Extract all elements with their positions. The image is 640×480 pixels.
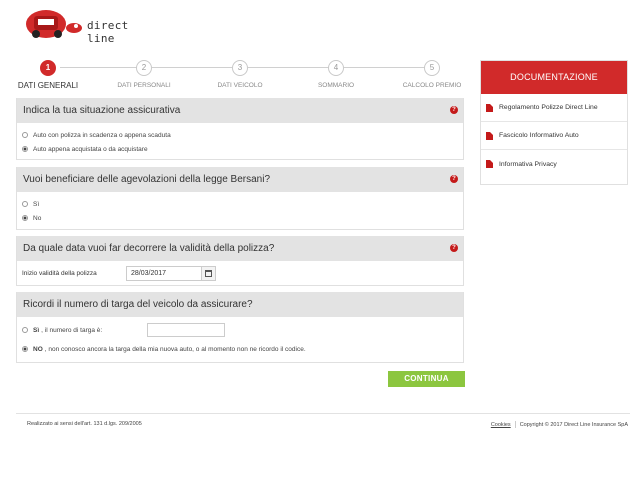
pdf-icon xyxy=(486,132,493,140)
plate-number-input[interactable] xyxy=(147,323,225,337)
option-polizza-in-scadenza[interactable] xyxy=(22,128,458,142)
section-header xyxy=(17,236,463,261)
option-label: Auto con polizza in scadenza o appena scaduta xyxy=(33,131,171,139)
radio-button-selected[interactable] xyxy=(22,346,28,352)
radio-button[interactable] xyxy=(22,132,28,138)
option-label: Sì xyxy=(33,200,40,208)
step-sommario xyxy=(296,60,376,89)
option-si[interactable] xyxy=(22,197,458,211)
radio-button-selected[interactable] xyxy=(22,146,28,152)
documentation-panel xyxy=(480,60,628,185)
footer-right xyxy=(491,421,628,428)
option-bold-label: Sì xyxy=(33,326,40,334)
option-no[interactable] xyxy=(22,211,458,225)
step-calcolo-premio xyxy=(392,60,472,89)
section-title: Ricordi il numero di targa del veicolo da assicurare? xyxy=(23,299,253,310)
start-date-input[interactable] xyxy=(126,266,216,281)
brand-name: direct line xyxy=(87,19,129,45)
section-header xyxy=(17,292,463,317)
doc-link-privacy[interactable] xyxy=(481,150,627,178)
section-situazione-assicurativa xyxy=(16,98,464,160)
date-value: 28/03/2017 xyxy=(131,269,167,277)
continue-button[interactable]: CONTINUA xyxy=(388,371,465,387)
step-number: 1 xyxy=(40,60,56,76)
date-field-label: Inizio validità della polizza xyxy=(22,269,97,277)
footer-divider xyxy=(16,413,630,414)
section-title: Vuoi beneficiare delle agevolazioni della legge Bersani? xyxy=(23,174,271,185)
progress-steps xyxy=(16,60,464,92)
step-label: DATI GENERALI xyxy=(17,81,79,90)
help-icon[interactable]: ? xyxy=(450,106,458,114)
step-label: CALCOLO PREMIO xyxy=(402,82,462,89)
option-si-targa[interactable] xyxy=(22,320,458,340)
doc-link-label: Fascicolo Informativo Auto xyxy=(499,132,579,139)
step-dati-generali xyxy=(8,60,88,90)
section-title: Da quale data vuoi far decorrere la validità della polizza? xyxy=(23,243,275,254)
step-number: 3 xyxy=(232,60,248,76)
section-header xyxy=(17,167,463,192)
section-title: Indica la tua situazione assicurativa xyxy=(23,105,181,116)
step-dati-veicolo xyxy=(200,60,280,89)
cookies-link[interactable]: Cookies xyxy=(490,421,511,428)
step-number: 5 xyxy=(424,60,440,76)
step-number: 2 xyxy=(136,60,152,76)
help-icon[interactable]: ? xyxy=(450,244,458,252)
pdf-icon xyxy=(486,104,493,112)
calendar-button[interactable] xyxy=(201,267,215,280)
doc-link-regolamento[interactable] xyxy=(481,94,627,122)
section-header xyxy=(17,98,463,123)
section-numero-targa xyxy=(16,292,464,363)
doc-link-label: Regolamento Polizze Direct Line xyxy=(499,104,598,111)
help-icon[interactable]: ? xyxy=(450,175,458,183)
step-label: DATI VEICOLO xyxy=(217,82,263,89)
option-label: , non conosco ancora la targa della mia nuova auto, o al momento non ne ricordo il codice. xyxy=(44,345,306,353)
step-label: DATI PERSONALI xyxy=(117,82,171,89)
option-label: Auto appena acquistata o da acquistare xyxy=(33,145,148,153)
step-label: SOMMARIO xyxy=(317,82,355,89)
documentation-title: DOCUMENTAZIONE xyxy=(481,61,627,94)
doc-link-label: Informativa Privacy xyxy=(499,160,557,168)
direct-line-logo[interactable] xyxy=(24,6,154,45)
step-number: 4 xyxy=(328,60,344,76)
section-decorrenza-polizza xyxy=(16,236,464,286)
copyright-text: Copyright © 2017 Direct Line Insurance SpA xyxy=(519,421,628,428)
option-no-targa[interactable] xyxy=(22,340,458,358)
footer-legal-text: Realizzato ai sensi dell'art. 131 d.lgs. 209/2005 xyxy=(27,421,142,427)
radio-button-selected[interactable] xyxy=(22,215,28,221)
pdf-icon xyxy=(486,160,493,168)
red-phone-logo-icon xyxy=(24,6,84,40)
section-legge-bersani xyxy=(16,167,464,230)
calendar-icon xyxy=(205,270,212,277)
radio-button[interactable] xyxy=(22,327,28,333)
step-dati-personali xyxy=(104,60,184,89)
option-label: No xyxy=(33,214,42,222)
option-label: , il numero di targa è: xyxy=(41,326,103,334)
doc-link-fascicolo[interactable] xyxy=(481,122,627,150)
radio-button[interactable] xyxy=(22,201,28,207)
option-bold-label: NO xyxy=(33,345,43,353)
footer-separator xyxy=(515,421,516,428)
option-auto-appena-acquistata[interactable] xyxy=(22,142,458,156)
